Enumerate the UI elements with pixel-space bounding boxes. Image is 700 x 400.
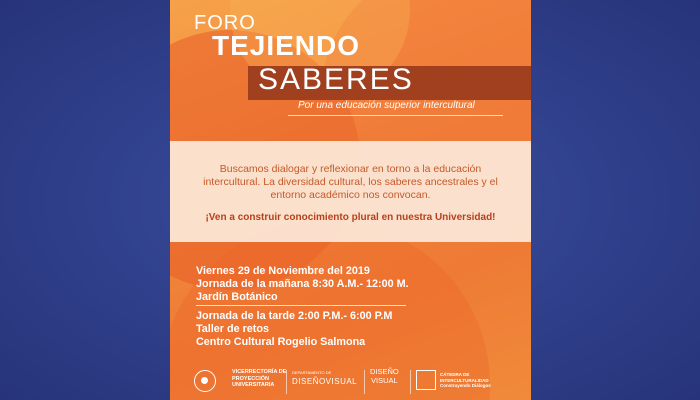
logo-vicerrectoria xyxy=(232,369,286,389)
logo-interculturalidad xyxy=(440,372,491,389)
logo-text: CÁTEDRA DE xyxy=(440,372,470,377)
call-to-action: ¡Ven a construir conocimiento plural en nuestra Universidad! xyxy=(205,212,496,223)
logo-text: DISEÑO xyxy=(370,367,399,376)
event-info-afternoon xyxy=(196,310,392,349)
logo-separator xyxy=(286,370,287,394)
event-poster xyxy=(170,0,531,400)
afternoon-session: Jornada de la tarde 2:00 P.M.- 6:00 P.M xyxy=(196,310,393,322)
afternoon-event: Taller de retos xyxy=(196,323,270,335)
poster-title-foro: FORO xyxy=(194,12,256,34)
university-sun-icon xyxy=(194,370,216,392)
event-info-morning xyxy=(196,265,409,304)
logo-text: UNIVERSITARIA xyxy=(232,382,275,388)
info-divider xyxy=(196,305,406,306)
logo-text: PROYECCIÓN xyxy=(232,375,269,382)
logo-dv-department: DEPARTAMENTO DE xyxy=(292,370,332,375)
poster-title-saberes: SABERES xyxy=(258,63,414,96)
subtitle-underline xyxy=(288,115,503,116)
logo-separator xyxy=(410,370,411,394)
poster-title-tejiendo: TEJIENDO xyxy=(212,30,361,61)
poster-subtitle: Por una educación superior intercultural xyxy=(298,100,475,111)
afternoon-place: Centro Cultural Rogelio Salmona xyxy=(196,336,366,348)
morning-place: Jardín Botánico xyxy=(196,291,278,303)
logo-text: INTERCULTURALIDAD xyxy=(440,377,489,383)
description-text: Buscamos dialogar y reflexionar en torno a la educación intercultural. La diversidad cultural, los saberes ancestrales y el entorno académico nos convocan. xyxy=(203,163,498,201)
morning-session: Jornada de la mañana 8:30 A.M.- 12:00 M. xyxy=(196,278,409,290)
logo-diseno-visual-2 xyxy=(370,367,399,385)
logo-separator xyxy=(364,370,365,394)
logo-text: VISUAL xyxy=(371,376,398,385)
interculturalidad-icon xyxy=(416,370,436,390)
logo-diseno-visual: DISEÑOVISUAL xyxy=(292,377,358,386)
logo-text: VICERRECTORÍA DE xyxy=(232,369,287,375)
logo-text: Construyendo Diálogos xyxy=(440,383,491,388)
sponsor-logos xyxy=(170,362,531,400)
event-date: Viernes 29 de Noviembre del 2019 xyxy=(196,265,370,277)
